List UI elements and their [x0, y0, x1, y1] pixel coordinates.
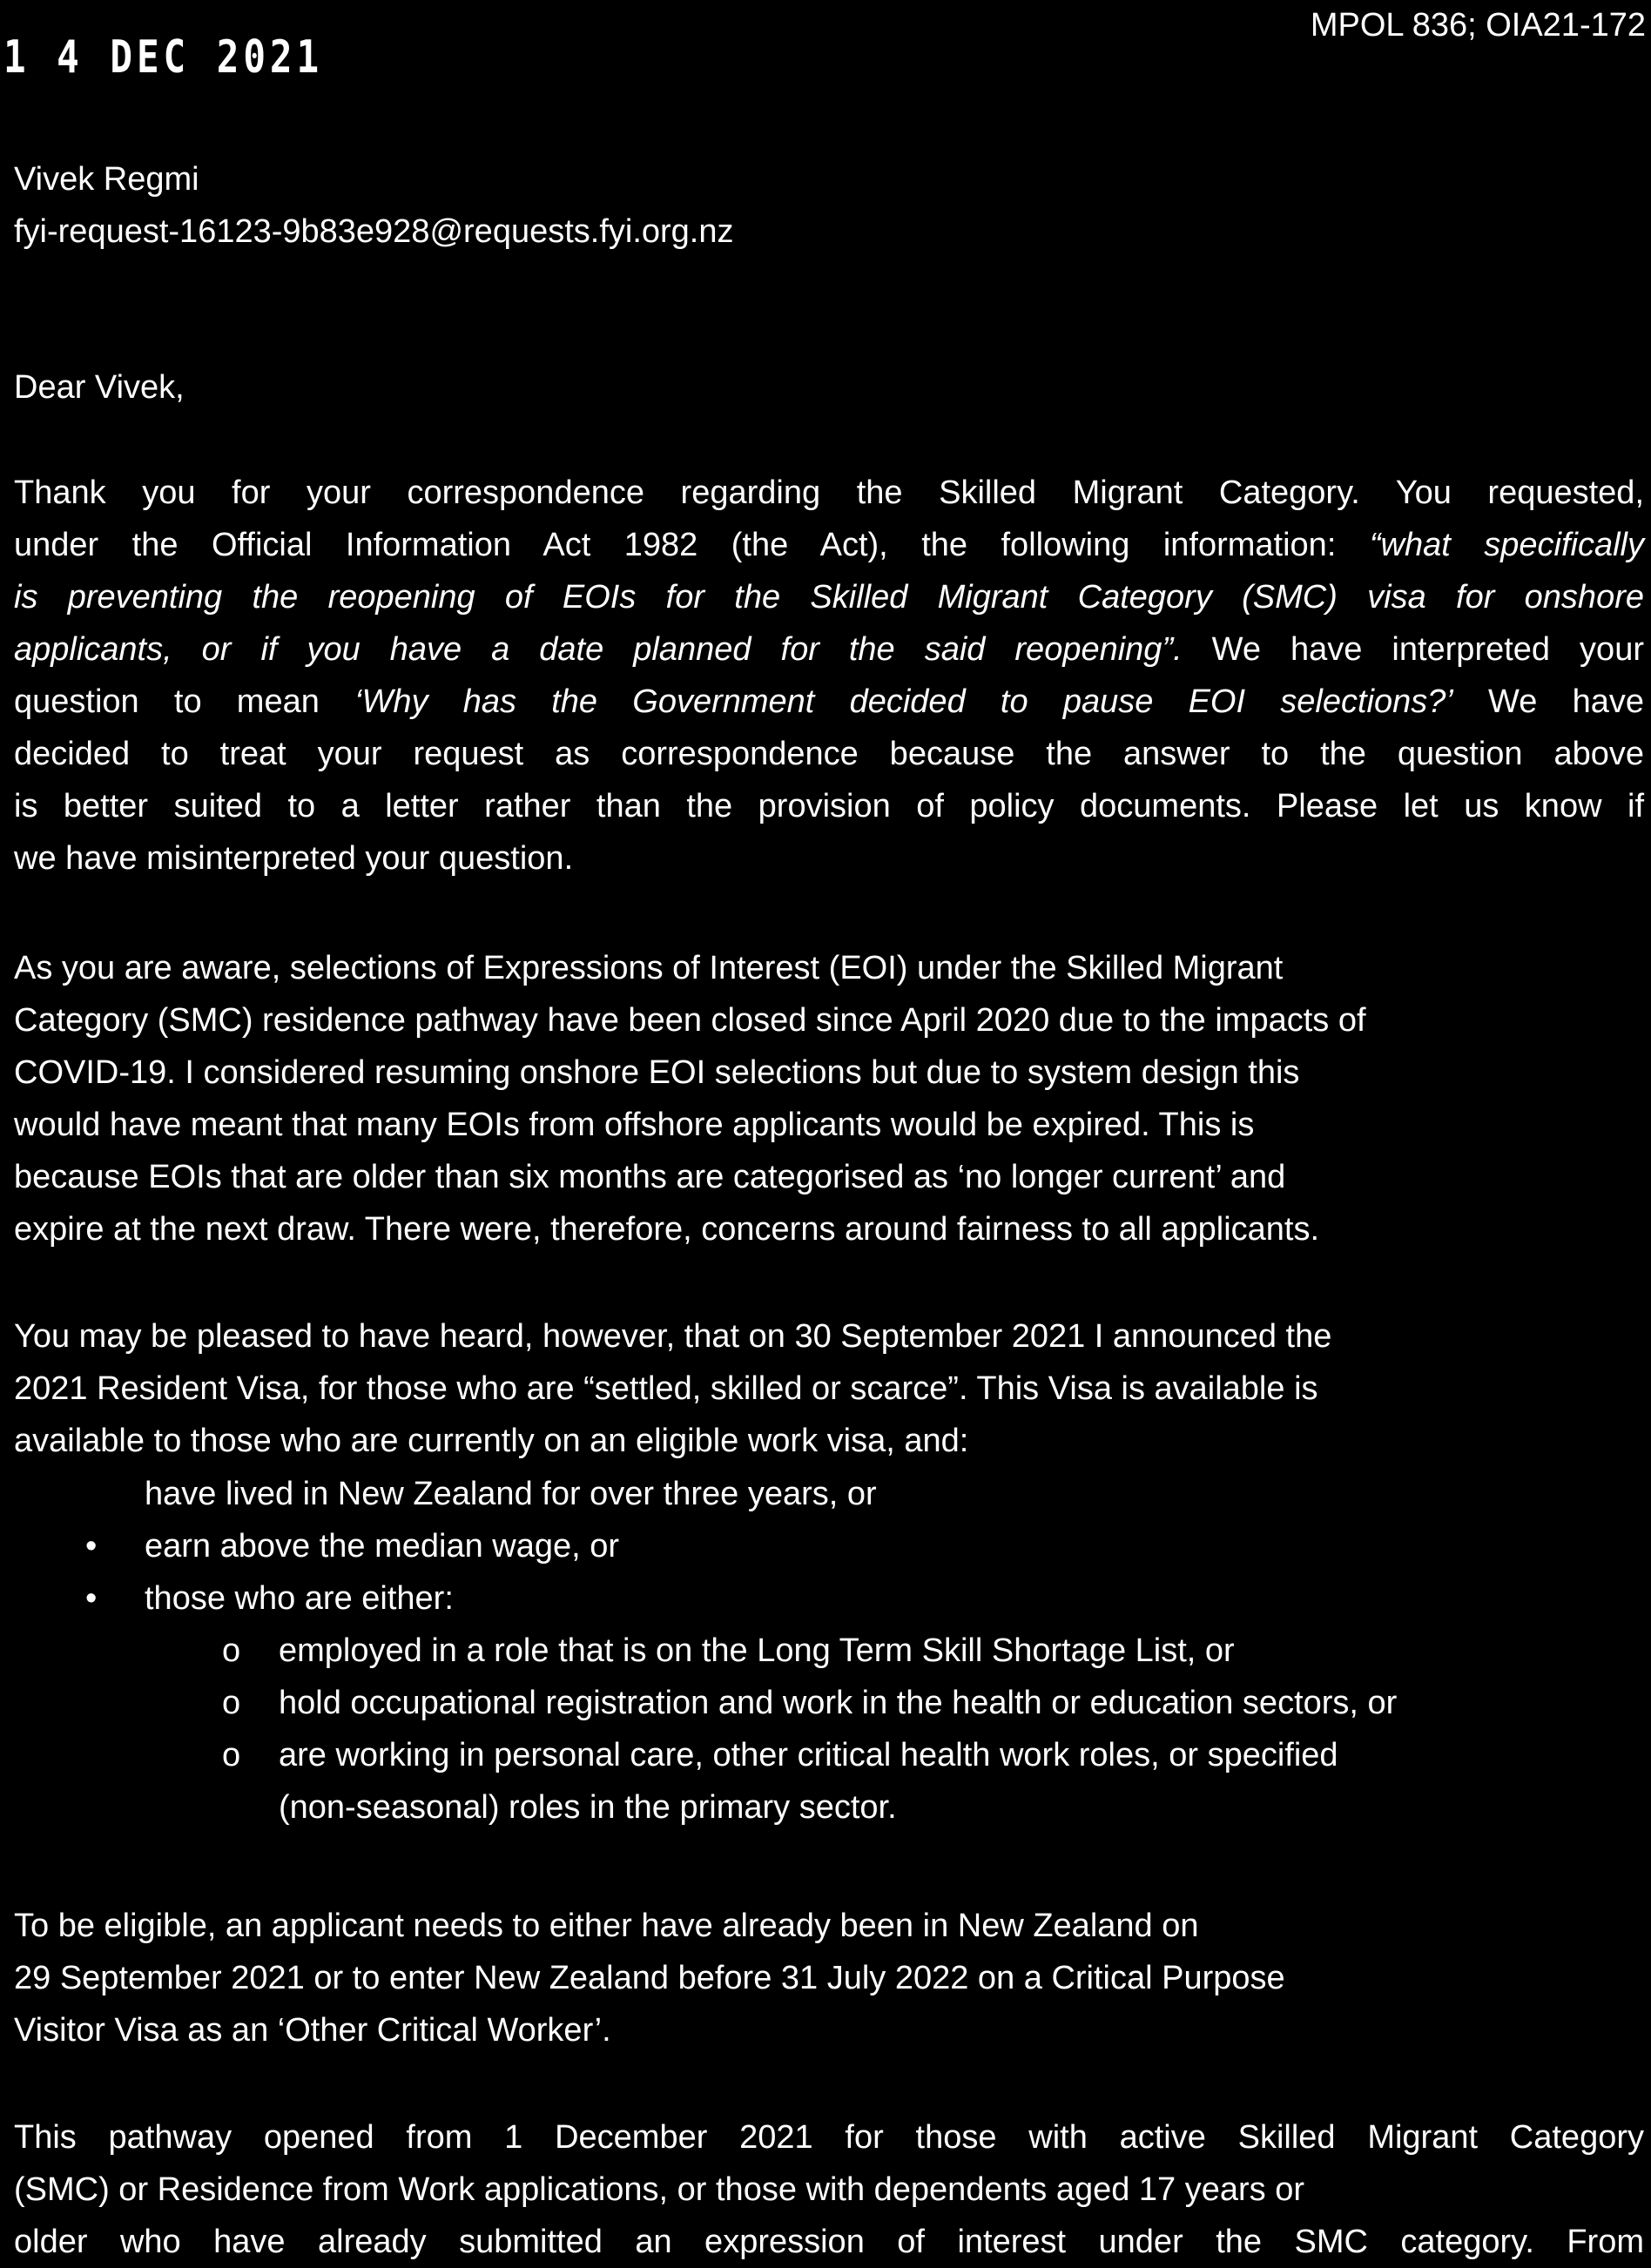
date-stamp: 1 4 DEC 2021 — [3, 31, 324, 84]
sub-list-item: o are working in personal care, other critical health work roles, or specified — [0, 1729, 1651, 1781]
sub-bullet-icon: o — [222, 1685, 241, 1721]
bullet-icon: • — [85, 1528, 98, 1565]
eligibility-list — [0, 1468, 1651, 1834]
recipient-email: fyi-request-16123-9b83e928@requests.fyi.org.nz — [14, 213, 734, 250]
text-line: older who have already submitted an expression of interest under the SMC category. From — [14, 2224, 1644, 2260]
sub-bullet-icon: o — [222, 1632, 241, 1669]
list-item: • those who are either: — [0, 1572, 1651, 1625]
text-line: would have meant that many EOIs from offshore applicants would be expired. This is — [14, 1107, 1255, 1143]
paragraph-resident-visa — [14, 1310, 1644, 1467]
bullet-icon: • — [85, 1580, 98, 1617]
text-line: Category (SMC) residence pathway have been closed since April 2020 due to the impacts of — [14, 1002, 1366, 1039]
salutation: Dear Vivek, — [14, 369, 185, 406]
paragraph-eligibility — [14, 1900, 1644, 2056]
text-line: To be eligible, an applicant needs to either have already been in New Zealand on — [14, 1908, 1199, 1944]
reference-number: MPOL 836; OIA21-172 — [1310, 7, 1646, 44]
text-line: expire at the next draw. There were, therefore, concerns around fairness to all applicants. — [14, 1211, 1320, 1248]
text-line: COVID-19. I considered resuming onshore EOI selections but due to system design this — [14, 1054, 1300, 1091]
sub-list-item: o employed in a role that is on the Long Term Skill Shortage List, or — [0, 1625, 1651, 1677]
text-line: As you are aware, selections of Expressions of Interest (EOI) under the Skilled Migrant — [14, 950, 1284, 986]
text-line: is preventing the reopening of EOIs for the Skilled Migrant Category (SMC) visa for onshore — [14, 579, 1644, 616]
text-line: Visitor Visa as an ‘Other Critical Worker’. — [14, 2012, 611, 2049]
text-line: applicants, or if you have a date planned for the said reopening”. We have interpreted your — [14, 631, 1644, 668]
sub-list-item: o hold occupational registration and work in the health or education sectors, or — [0, 1677, 1651, 1729]
text-line: Thank you for your correspondence regarding the Skilled Migrant Category. You requested, — [14, 474, 1644, 511]
text-line: 29 September 2021 or to enter New Zealand before 31 July 2022 on a Critical Purpose — [14, 1960, 1285, 1996]
text-line: available to those who are currently on an eligible work visa, and: — [14, 1423, 969, 1459]
recipient-address — [14, 153, 1644, 258]
sub-list-item-continuation: (non-seasonal) roles in the primary sector. — [279, 1789, 897, 1826]
paragraph-pathway-opening — [14, 2111, 1644, 2268]
text-line: question to mean ‘Why has the Government decided to pause EOI selections?’ We have — [14, 683, 1644, 720]
text-line: 2021 Resident Visa, for those who are “settled, skilled or scarce”. This Visa is available is — [14, 1370, 1318, 1407]
text-line: (SMC) or Residence from Work applications, or those with dependents aged 17 years or — [14, 2171, 1305, 2208]
list-item: have lived in New Zealand for over three years, or — [145, 1476, 877, 1512]
sub-bullet-icon: o — [222, 1737, 241, 1773]
text-line: we have misinterpreted your question. — [14, 840, 574, 877]
list-item: • earn above the median wage, or — [0, 1520, 1651, 1572]
text-line: because EOIs that are older than six months are categorised as ‘no longer current’ and — [14, 1159, 1286, 1195]
paragraph-eoi-closure — [14, 942, 1644, 1255]
text-line: under the Official Information Act 1982 (the Act), the following information: “what specifically — [14, 527, 1644, 563]
recipient-name: Vivek Regmi — [14, 161, 199, 198]
paragraph-request — [14, 467, 1644, 885]
text-line: decided to treat your request as correspondence because the answer to the question above — [14, 736, 1644, 772]
text-line: is better suited to a letter rather than the provision of policy documents. Please let us know if — [14, 788, 1644, 824]
text-line: This pathway opened from 1 December 2021 for those with active Skilled Migrant Category — [14, 2119, 1644, 2156]
text-line: You may be pleased to have heard, however, that on 30 September 2021 I announced the — [14, 1318, 1332, 1355]
